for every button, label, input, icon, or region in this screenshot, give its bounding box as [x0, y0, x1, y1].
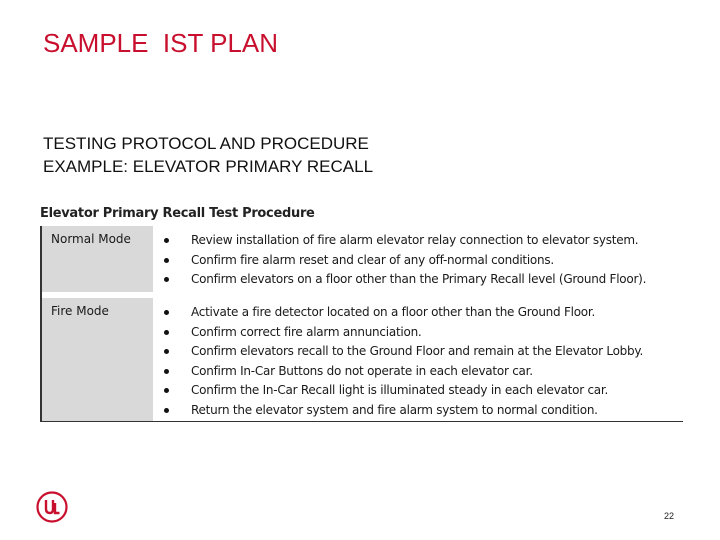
mode-label-fire: Fire Mode — [41, 298, 153, 421]
procedure-table — [40, 226, 683, 422]
slide-title: SAMPLE IST PLAN — [43, 28, 279, 58]
list-item: Confirm elevators on a floor other than the Primary Recall level (Ground Floor). — [161, 270, 683, 290]
table-row-fire-mode — [41, 298, 683, 421]
subtitle-line-2: EXAMPLE: ELEVATOR PRIMARY RECALL — [43, 157, 374, 176]
table-row-normal-mode — [41, 226, 683, 292]
list-item: Return the elevator system and fire alarm system to normal condition. — [161, 401, 683, 421]
slide-subtitle — [43, 132, 373, 178]
subtitle-line-1: TESTING PROTOCOL AND PROCEDURE — [43, 134, 369, 153]
list-item: Confirm correct fire alarm annunciation. — [161, 323, 683, 343]
steps-list-normal — [161, 231, 683, 290]
steps-cell-fire — [153, 298, 683, 421]
list-item: Confirm elevators recall to the Ground Floor and remain at the Elevator Lobby. — [161, 342, 683, 362]
list-item: Confirm In-Car Buttons do not operate in each elevator car. — [161, 362, 683, 382]
procedure-table-title: Elevator Primary Recall Test Procedure — [40, 206, 315, 221]
list-item: Confirm the In-Car Recall light is illuminated steady in each elevator car. — [161, 381, 683, 401]
steps-list-fire — [161, 303, 683, 421]
list-item: Review installation of fire alarm elevator relay connection to elevator system. — [161, 231, 683, 251]
list-item: Confirm fire alarm reset and clear of any off-normal conditions. — [161, 251, 683, 271]
mode-label-normal: Normal Mode — [41, 226, 153, 292]
steps-cell-normal — [153, 226, 683, 292]
ul-logo-icon — [36, 491, 68, 523]
list-item: Activate a fire detector located on a floor other than the Ground Floor. — [161, 303, 683, 323]
page-number: 22 — [664, 511, 675, 521]
